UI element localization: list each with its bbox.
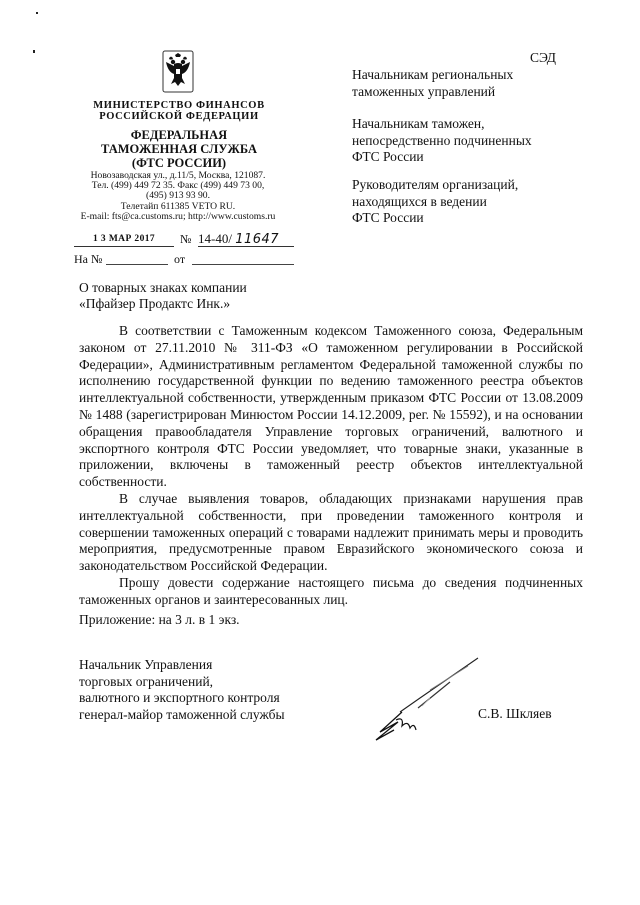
registration-line — [74, 231, 294, 247]
ministry-line-1: МИНИСТЕРСТВО ФИНАНСОВ — [93, 100, 265, 111]
ref-number-label: На № — [74, 252, 103, 266]
ref-from-label: от — [174, 252, 186, 266]
letter-subject — [79, 280, 339, 312]
address-line-3: (495) 913 93 90. — [146, 190, 210, 202]
number-prefix: 14-40/ — [198, 231, 232, 246]
addressee-3 — [352, 177, 582, 227]
body-paragraph-1: В соответствии с Таможенным кодексом Таможенного союза, Федеральным законом от 27.11.2010 № 311-ФЗ «О таможенном регулировании в Российской Федерации», Административным регламентом Федеральной таможенной службы по исполнению государственной функции по ведению таможенного реестра объектов интеллектуальной собственности, утвержденным приказом ФТС России от 13.08.2009 № 1488 (зарегистрирован Минюстом России 14.12.2009, рег. № 15592), и на основании обращения правообладателя Управление торговых ограничений, валютного и экспортного контроля ФТС России уведомляет, что товарные знаки, указанные в приложении, включены в таможенный реестр объектов интеллектуальной собственности. — [79, 323, 583, 490]
addressee-line: находящихся в ведении — [352, 193, 487, 209]
service-line-1: ФЕДЕРАЛЬНАЯ — [130, 128, 228, 142]
address-line-1: Новозаводская ул., д.11/5, Москва, 121087. — [90, 170, 266, 181]
attachment-note: Приложение: на 3 л. в 1 экз. — [79, 612, 240, 627]
coat-of-arms-icon — [162, 50, 194, 93]
address-line-4: Телетайп 611385 VETO RU. — [120, 200, 236, 212]
signer-title-line: генерал-майор таможенной службы — [79, 706, 285, 722]
outgoing-number — [198, 231, 294, 247]
sed-mark: СЭД — [530, 50, 556, 65]
body-paragraph-3: Прошу довести содержание настоящего письма до сведения подчиненных таможенных органов и заинтересованных лиц. — [79, 574, 583, 607]
addressee-line: Начальникам региональных — [352, 67, 514, 82]
signer-title-line: валютного и экспортного контроля — [79, 690, 280, 705]
letter-body — [79, 323, 583, 609]
date-stamp: 1 3 МАР 2017 — [74, 231, 174, 247]
body-paragraph-2: В случае выявления товаров, обладающих признаками нарушения прав интеллектуальной собственности, при проведении таможенного контроля и совершении таможенных операций с товарами надлежит принимать меры и проводить мероприятия, предусмотренные правом Евразийского экономического союза и законодательством Российской Федерации. — [79, 490, 583, 574]
service-name — [70, 128, 288, 170]
addressee-line: ФТС России — [352, 149, 424, 164]
scan-speck — [33, 50, 35, 53]
address-line-5: E-mail: fts@ca.customs.ru; http://www.customs.ru — [80, 210, 276, 222]
addressee-line: Начальникам таможен, — [352, 116, 485, 131]
number-handwritten: 11647 — [235, 232, 280, 247]
service-line-3: (ФТС РОССИИ) — [131, 156, 227, 170]
addressee-line: таможенных управлений — [352, 83, 496, 99]
service-line-2: ТАМОЖЕННАЯ СЛУЖБА — [101, 142, 257, 156]
addressee-line: непосредственно подчиненных — [352, 132, 532, 148]
sender-address — [62, 171, 294, 222]
handwritten-signature-icon — [360, 650, 480, 745]
signer-title-line: торговых ограничений, — [79, 673, 214, 689]
subject-line-1: О товарных знаках компании — [79, 280, 247, 295]
ministry-name — [70, 100, 288, 122]
addressee-2 — [352, 116, 582, 166]
addressee-1 — [352, 67, 582, 100]
address-line-2: Тел. (499) 449 72 35. Факс (499) 449 73 00, — [91, 180, 265, 192]
signer-title — [79, 657, 319, 723]
ref-date-blank — [192, 264, 294, 265]
ref-number-blank — [106, 264, 168, 265]
ministry-line-2: РОССИЙСКОЙ ФЕДЕРАЦИИ — [99, 111, 259, 122]
signer-name: С.В. Шкляев — [478, 706, 552, 721]
addressee-line: Руководителям организаций, — [352, 177, 519, 192]
scan-speck — [36, 12, 38, 14]
addressee-line: ФТС России — [352, 210, 424, 225]
subject-line-2: «Пфайзер Продактс Инк.» — [79, 296, 231, 311]
signer-title-line: Начальник Управления — [79, 657, 213, 672]
reference-line — [74, 252, 294, 268]
number-label: № — [180, 232, 192, 246]
